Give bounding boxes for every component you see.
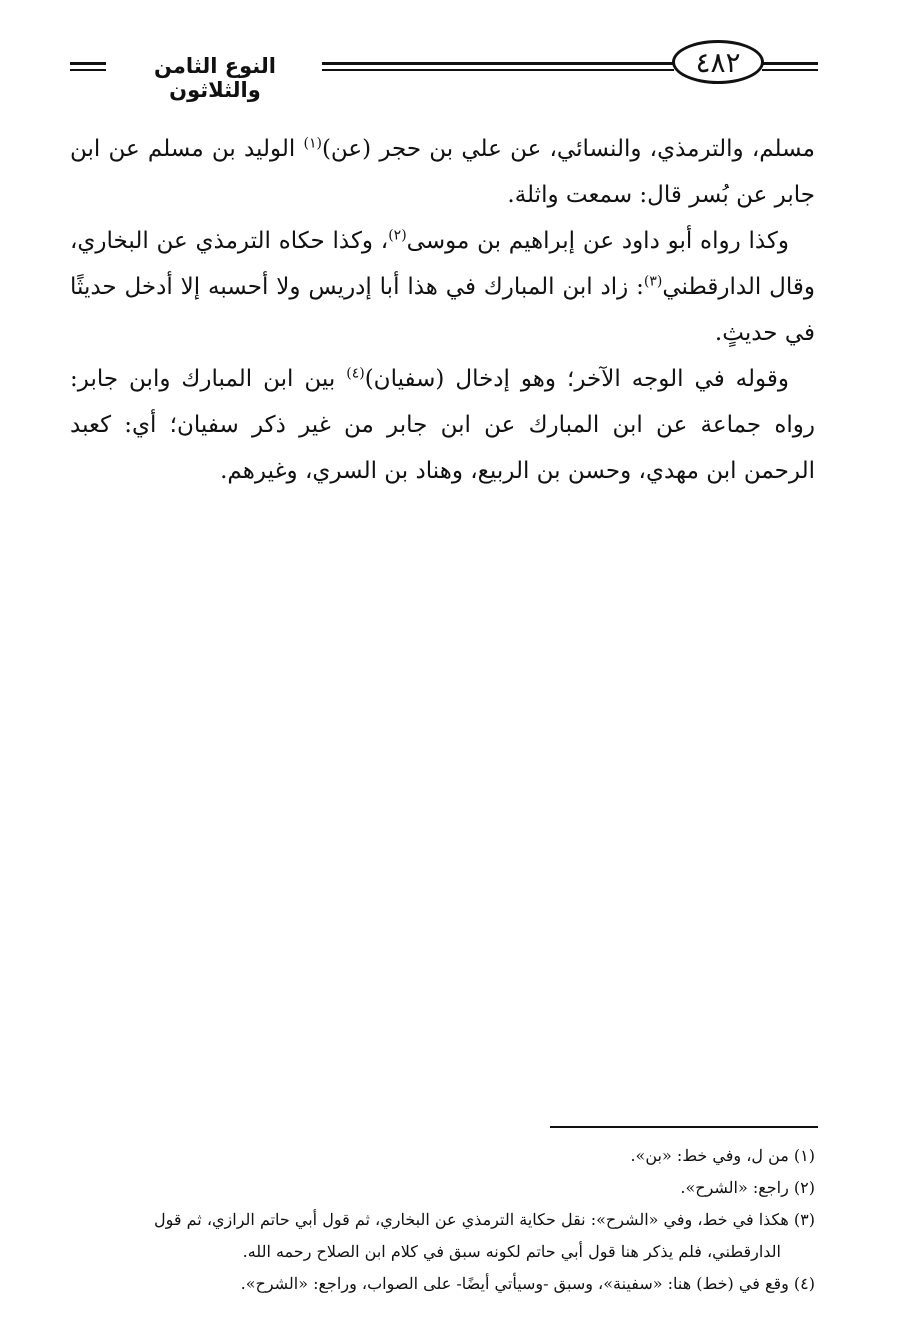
paragraph-text: بين ابن المبارك وابن جابر: رواه جماعة عن ابن المبارك عن ابن جابر من غير ذكر سفيان؛ أي: كعبد الرحمن ابن مهدي، وحسن بن الربيع، وهناد بن السري، وغيرهم. — [70, 366, 815, 484]
footnote-3-continuation: الدارقطني، فلم يذكر هنا قول أبي حاتم لكونه سبق في كلام ابن الصلاح رحمه الله. — [242, 1242, 781, 1261]
header-rule-left-bottom — [70, 69, 106, 71]
footnote-4: (٤) وقع في (خط) هنا: «سفينة»، وسبق -وسيأتي أيضًا- على الصواب، وراجع: «الشرح». — [240, 1274, 815, 1293]
page-number-oval — [672, 40, 764, 84]
paragraph-1 — [70, 126, 815, 218]
page-number: ٤٨٢ — [695, 45, 741, 79]
footnote-separator — [550, 1126, 818, 1128]
running-title: النوع الثامن والثلاثون — [154, 54, 276, 102]
main-text — [70, 126, 815, 494]
footnote-ref-4: (٤) — [346, 365, 365, 382]
paragraph-text: وكذا رواه أبو داود عن إبراهيم بن موسى — [406, 228, 789, 254]
footnote-ref-2: (٢) — [388, 227, 407, 244]
paragraph-text: ، وكذا حكاه الترمذي عن البخاري، وقال الدارقطني — [70, 228, 815, 300]
footnote-1: (١) من ل، وفي خط: «بن». — [630, 1146, 815, 1165]
paragraph-text: وقوله في الوجه الآخر؛ وهو إدخال (سفيان) — [364, 366, 789, 392]
paragraph-3 — [70, 356, 815, 494]
footnote-2: (٢) راجع: «الشرح». — [680, 1178, 815, 1197]
header-rule-right-top — [762, 62, 818, 65]
paragraph-text: الوليد بن مسلم عن ابن جابر عن بُسر قال: سمعت واثلة. — [70, 136, 815, 208]
footnotes — [70, 1140, 815, 1300]
footnote-ref-1: (١) — [303, 135, 322, 152]
header-rule-middle-top — [322, 62, 674, 65]
footnote-ref-3: (٣) — [643, 273, 663, 290]
footnote-3: (٣) هكذا في خط، وفي «الشرح»: نقل حكاية الترمذي عن البخاري، ثم قول أبي حاتم الرازي، ثم قول — [154, 1210, 815, 1229]
paragraph-text: : زاد ابن المبارك في هذا أبا إدريس ولا أحسبه إلا أدخل حديثًا في حديثٍ. — [70, 274, 815, 346]
page-header — [0, 36, 913, 106]
header-rule-left-top — [70, 62, 106, 65]
paragraph-text: مسلم، والترمذي، والنسائي، عن علي بن حجر (عن) — [321, 136, 815, 162]
paragraph-2 — [70, 218, 815, 356]
header-rule-right-bottom — [762, 69, 818, 71]
header-rule-middle-bottom — [322, 69, 674, 71]
